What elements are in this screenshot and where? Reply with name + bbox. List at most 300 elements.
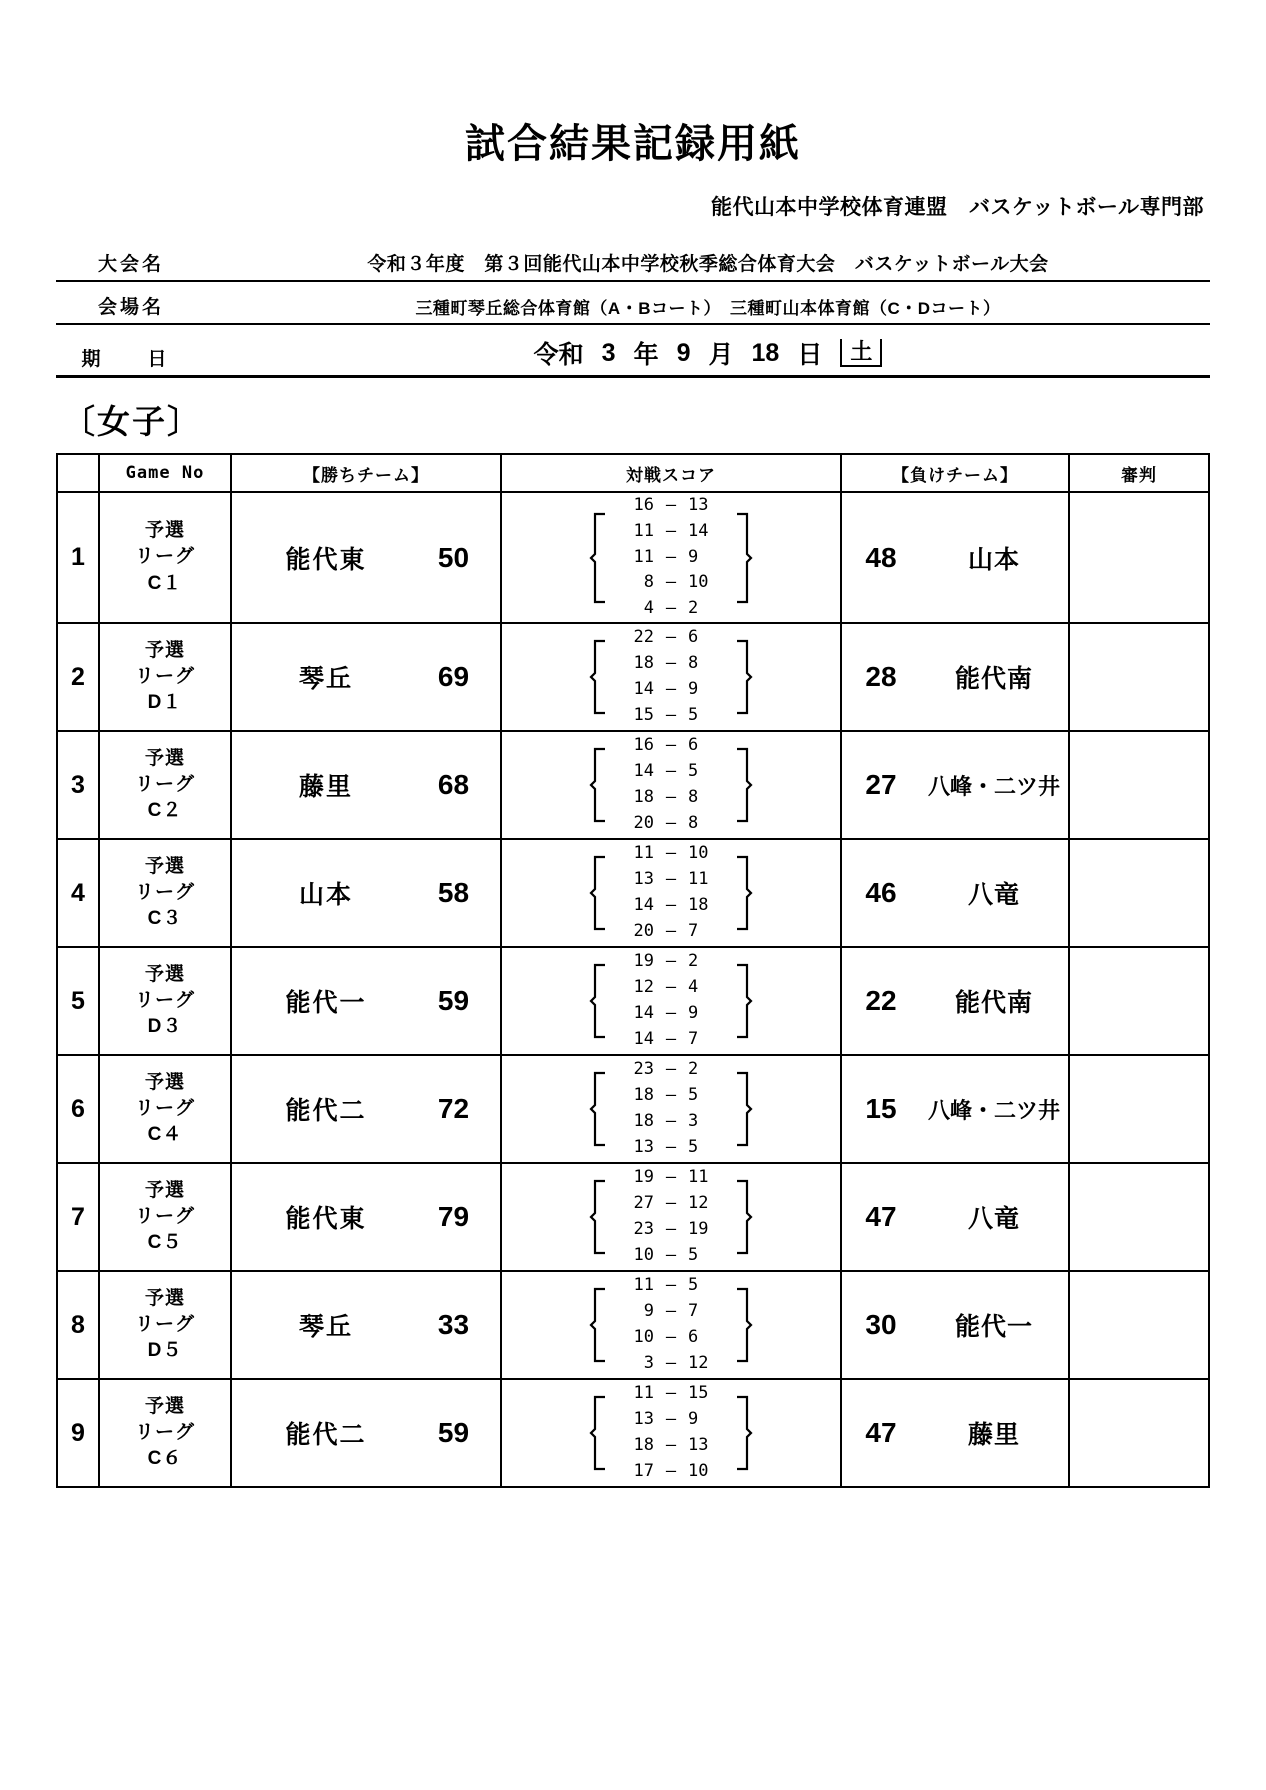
period-score-loser: 15 — [688, 1383, 709, 1404]
meta-value-date — [206, 335, 1210, 371]
period-score-loser: 7 — [688, 1028, 699, 1049]
meta-value-venue: 三種町琴丘総合体育館（A・Bコート） 三種町山本体育館（C・Dコート） — [415, 299, 1001, 318]
loser-total-score: 47 — [865, 1417, 897, 1449]
cell-game-no — [99, 623, 231, 731]
period-score-dash: — — [665, 520, 677, 541]
cell-period-scores — [501, 623, 841, 731]
period-score-row — [614, 677, 728, 703]
cell-period-scores — [501, 1055, 841, 1163]
brace-left-icon — [588, 639, 610, 715]
cell-period-scores — [501, 1379, 841, 1487]
brace-left-icon — [588, 1179, 610, 1255]
game-no-line: C３ — [147, 908, 183, 930]
cell-match-number: 4 — [57, 839, 99, 947]
period-score-winner: 12 — [633, 977, 654, 998]
table-row — [57, 947, 1209, 1055]
period-score-dash: — — [665, 653, 677, 674]
game-no-line: 予選 — [144, 747, 185, 769]
period-score-row — [614, 1243, 728, 1269]
loser-team-name: 山本 — [967, 545, 1020, 574]
date-day-of-week: 土 — [840, 339, 882, 367]
period-score-winner: 11 — [633, 546, 654, 567]
period-score-winner: 13 — [633, 1409, 654, 1430]
cell-winner — [231, 947, 501, 1055]
period-score-winner: 19 — [633, 1167, 654, 1188]
period-score-row — [614, 1217, 728, 1243]
period-score-winner: 27 — [633, 1193, 654, 1214]
period-score-row — [614, 1027, 728, 1053]
period-score-loser: 12 — [688, 1352, 709, 1373]
period-score-row — [614, 1273, 728, 1299]
game-no-line: C２ — [147, 800, 183, 822]
game-no-line: 予選 — [144, 1287, 185, 1309]
period-score-loser: 5 — [688, 1085, 699, 1106]
period-score-row — [614, 1325, 728, 1351]
period-score-loser: 13 — [688, 1435, 709, 1456]
cell-winner — [231, 731, 501, 839]
cell-winner — [231, 1379, 501, 1487]
winner-total-score: 58 — [437, 877, 470, 909]
loser-total-score: 30 — [865, 1309, 897, 1341]
period-score-loser: 19 — [688, 1219, 709, 1240]
winner-total-score: 68 — [437, 769, 470, 801]
meta-row-venue — [56, 292, 1210, 325]
period-score-winner: 18 — [633, 787, 654, 808]
period-score-winner: 11 — [633, 520, 654, 541]
period-score-row — [614, 596, 728, 622]
table-row — [57, 1379, 1209, 1487]
game-no-line: 予選 — [144, 639, 185, 661]
period-score-loser: 9 — [688, 1003, 699, 1024]
period-score-loser: 18 — [688, 895, 709, 916]
brace-left-icon — [588, 1287, 610, 1363]
results-table — [56, 453, 1210, 1488]
meta-label-venue: 会場名 — [97, 297, 164, 318]
period-score-dash: — — [665, 627, 677, 648]
cell-game-no — [99, 1055, 231, 1163]
table-row — [57, 1055, 1209, 1163]
brace-right-icon — [732, 855, 754, 931]
period-score-row — [614, 1057, 728, 1083]
period-score-winner: 9 — [643, 1301, 654, 1322]
period-score-row — [614, 975, 728, 1001]
period-score-winner: 14 — [633, 895, 654, 916]
date-month-unit: 月 — [708, 341, 734, 369]
table-row — [57, 1271, 1209, 1379]
brace-right-icon — [732, 1395, 754, 1471]
cell-game-no — [99, 839, 231, 947]
cell-match-number: 1 — [57, 492, 99, 623]
period-score-dash: — — [665, 812, 677, 833]
cell-match-number: 7 — [57, 1163, 99, 1271]
period-score-row — [614, 1433, 728, 1459]
winner-total-score: 33 — [437, 1309, 470, 1341]
period-score-dash: — — [665, 1193, 677, 1214]
cell-game-no — [99, 492, 231, 623]
period-score-dash: — — [665, 1327, 677, 1348]
period-score-dash: — — [665, 1136, 677, 1157]
period-score-dash: — — [665, 572, 677, 593]
cell-referee[interactable] — [1069, 1163, 1209, 1271]
period-score-dash: — — [665, 1409, 677, 1430]
period-score-winner: 20 — [633, 812, 654, 833]
period-score-dash: — — [665, 920, 677, 941]
period-score-loser: 9 — [688, 679, 699, 700]
brace-right-icon — [732, 1071, 754, 1147]
period-score-row — [614, 703, 728, 729]
period-score-winner: 13 — [633, 1136, 654, 1157]
game-no-line: 予選 — [144, 1071, 185, 1093]
period-score-row — [614, 919, 728, 945]
cell-loser — [841, 1379, 1069, 1487]
period-score-row — [614, 759, 728, 785]
period-score-row — [614, 867, 728, 893]
cell-loser — [841, 947, 1069, 1055]
game-no-line: リーグ — [134, 990, 195, 1012]
period-score-winner: 13 — [633, 869, 654, 890]
cell-game-no — [99, 1271, 231, 1379]
period-score-winner: 23 — [633, 1059, 654, 1080]
cell-winner — [231, 1163, 501, 1271]
period-score-row — [614, 841, 728, 867]
winner-total-score: 79 — [437, 1201, 470, 1233]
period-score-row — [614, 493, 728, 519]
period-score-loser: 3 — [688, 1111, 699, 1132]
game-no-line: リーグ — [134, 546, 195, 568]
period-score-row — [614, 893, 728, 919]
period-score-loser: 8 — [688, 653, 699, 674]
period-score-row — [614, 785, 728, 811]
game-no-line: C６ — [147, 1448, 183, 1470]
cell-loser — [841, 839, 1069, 947]
brace-right-icon — [732, 1179, 754, 1255]
loser-total-score: 48 — [865, 541, 897, 573]
cell-match-number: 2 — [57, 623, 99, 731]
cell-winner — [231, 1055, 501, 1163]
period-score-loser: 10 — [688, 572, 709, 593]
period-score-winner: 14 — [633, 1028, 654, 1049]
cell-loser — [841, 1271, 1069, 1379]
period-score-winner: 10 — [633, 1327, 654, 1348]
winner-team-name: 能代二 — [285, 1097, 367, 1126]
period-score-dash: — — [665, 1460, 677, 1481]
game-no-line: D１ — [147, 692, 183, 714]
period-score-loser: 13 — [688, 495, 709, 515]
page-title: 試合結果記録用紙 — [465, 122, 801, 166]
period-score-row — [614, 625, 728, 651]
period-score-row — [614, 1381, 728, 1407]
date-era: 令和 — [533, 341, 584, 369]
loser-team-name: 八峰・二ツ井 — [927, 1097, 1060, 1123]
period-score-dash: — — [665, 895, 677, 916]
header-referee: 審判 — [1069, 454, 1209, 492]
period-score-dash: — — [665, 1003, 677, 1024]
period-score-winner: 10 — [633, 1244, 654, 1265]
winner-total-score: 50 — [437, 541, 470, 573]
loser-team-name: 八竜 — [967, 881, 1020, 910]
period-score-winner: 18 — [633, 1085, 654, 1106]
date-year: 3 — [601, 338, 616, 367]
period-score-loser: 2 — [688, 1059, 699, 1080]
period-score-winner: 15 — [633, 704, 654, 725]
game-no-line: リーグ — [134, 1314, 195, 1336]
winner-team-name: 能代東 — [285, 1205, 367, 1234]
period-score-winner: 11 — [633, 1383, 654, 1404]
period-score-winner: 8 — [643, 572, 654, 593]
period-score-winner: 16 — [633, 495, 654, 515]
period-score-loser: 5 — [688, 761, 699, 782]
period-score-dash: — — [665, 1275, 677, 1296]
period-score-dash: — — [665, 1219, 677, 1240]
cell-referee[interactable] — [1069, 1055, 1209, 1163]
brace-left-icon — [588, 512, 610, 604]
winner-team-name: 琴丘 — [298, 665, 353, 694]
cell-game-no — [99, 731, 231, 839]
period-score-dash: — — [665, 1301, 677, 1322]
period-score-loser: 5 — [688, 1275, 699, 1296]
game-no-line: 予選 — [144, 1179, 185, 1201]
period-score-loser: 12 — [688, 1193, 709, 1214]
winner-team-name: 能代一 — [285, 989, 367, 1018]
loser-team-name: 能代南 — [954, 989, 1033, 1018]
organization-line: 能代山本中学校体育連盟 バスケットボール専門部 — [710, 196, 1204, 219]
cell-period-scores — [501, 1271, 841, 1379]
cell-referee[interactable] — [1069, 492, 1209, 623]
period-score-row — [614, 1351, 728, 1377]
header-winner: 【勝ちチーム】 — [231, 454, 501, 492]
period-score-dash: — — [665, 1352, 677, 1373]
cell-loser — [841, 492, 1069, 623]
period-score-row — [614, 1165, 728, 1191]
period-score-dash: — — [665, 546, 677, 567]
loser-total-score: 15 — [865, 1093, 897, 1125]
period-score-winner: 20 — [633, 920, 654, 941]
game-no-line: 予選 — [144, 963, 185, 985]
cell-referee[interactable] — [1069, 731, 1209, 839]
period-score-dash: — — [665, 679, 677, 700]
meta-row-tournament — [56, 249, 1210, 282]
game-no-line: C１ — [147, 572, 183, 594]
table-header-row — [57, 454, 1209, 492]
cell-referee[interactable] — [1069, 947, 1209, 1055]
period-score-loser: 7 — [688, 1301, 699, 1322]
period-score-loser: 10 — [688, 843, 709, 864]
period-score-winner: 11 — [633, 1275, 654, 1296]
cell-game-no — [99, 1163, 231, 1271]
meta-row-date — [56, 335, 1210, 378]
game-no-line: リーグ — [134, 774, 195, 796]
period-score-winner: 17 — [633, 1460, 654, 1481]
period-score-loser: 6 — [688, 735, 699, 756]
brace-right-icon — [732, 747, 754, 823]
game-no-line: リーグ — [134, 1206, 195, 1228]
table-body — [57, 492, 1209, 1487]
period-score-row — [614, 1191, 728, 1217]
cell-referee[interactable] — [1069, 839, 1209, 947]
cell-period-scores — [501, 731, 841, 839]
winner-team-name: 山本 — [298, 881, 353, 910]
loser-team-name: 八峰・二ツ井 — [927, 773, 1060, 799]
game-no-line: 予選 — [144, 1395, 185, 1417]
period-score-row — [614, 519, 728, 545]
table-row — [57, 1163, 1209, 1271]
date-year-unit: 年 — [633, 341, 659, 369]
loser-total-score: 47 — [865, 1201, 897, 1233]
table-row — [57, 492, 1209, 623]
period-score-winner: 14 — [633, 679, 654, 700]
cell-loser — [841, 1055, 1069, 1163]
game-no-line: D５ — [147, 1340, 183, 1362]
period-score-loser: 10 — [688, 1460, 709, 1481]
game-no-line: リーグ — [134, 1422, 195, 1444]
period-score-winner: 18 — [633, 653, 654, 674]
period-score-row — [614, 651, 728, 677]
period-score-winner: 18 — [633, 1111, 654, 1132]
period-score-row — [614, 1135, 728, 1161]
period-score-winner: 16 — [633, 735, 654, 756]
cell-winner — [231, 1271, 501, 1379]
section-heading-gender: 〔女子〕 — [62, 403, 202, 440]
brace-left-icon — [588, 963, 610, 1039]
cell-period-scores — [501, 1163, 841, 1271]
period-score-dash: — — [665, 1244, 677, 1265]
winner-team-name: 琴丘 — [298, 1313, 353, 1342]
game-no-line: リーグ — [134, 882, 195, 904]
period-score-row — [614, 1459, 728, 1485]
period-score-dash: — — [665, 1111, 677, 1132]
meta-label-date: 期 日 — [81, 349, 181, 370]
period-score-dash: — — [665, 1383, 677, 1404]
cell-period-scores — [501, 947, 841, 1055]
winner-total-score: 59 — [437, 1417, 470, 1449]
meta-label-tournament: 大会名 — [97, 254, 164, 275]
winner-total-score: 59 — [437, 985, 470, 1017]
cell-match-number: 9 — [57, 1379, 99, 1487]
period-score-loser: 11 — [688, 1167, 709, 1188]
header-no — [57, 454, 99, 492]
period-score-loser: 4 — [688, 977, 699, 998]
period-score-loser: 8 — [688, 787, 699, 808]
period-score-row — [614, 733, 728, 759]
header-score: 対戦スコア — [501, 454, 841, 492]
game-no-line: C５ — [147, 1232, 183, 1254]
period-score-loser: 14 — [688, 520, 709, 541]
period-score-row — [614, 1299, 728, 1325]
period-score-loser: 5 — [688, 704, 699, 725]
period-score-winner: 4 — [643, 598, 654, 619]
game-no-line: リーグ — [134, 1098, 195, 1120]
cell-game-no — [99, 1379, 231, 1487]
period-score-winner: 14 — [633, 1003, 654, 1024]
cell-referee[interactable] — [1069, 1271, 1209, 1379]
loser-team-name: 能代一 — [954, 1313, 1033, 1342]
period-score-loser: 2 — [688, 951, 699, 972]
date-day: 18 — [751, 338, 780, 367]
period-score-loser: 8 — [688, 812, 699, 833]
cell-winner — [231, 492, 501, 623]
header-game-no: Game No — [99, 454, 231, 492]
period-score-dash: — — [665, 1059, 677, 1080]
period-score-dash: — — [665, 735, 677, 756]
period-score-loser: 7 — [688, 920, 699, 941]
cell-winner — [231, 839, 501, 947]
period-score-dash: — — [665, 951, 677, 972]
brace-left-icon — [588, 1071, 610, 1147]
winner-total-score: 69 — [437, 661, 470, 693]
period-score-winner: 18 — [633, 1435, 654, 1456]
period-score-winner: 19 — [633, 951, 654, 972]
period-score-winner: 14 — [633, 761, 654, 782]
cell-period-scores — [501, 492, 841, 623]
period-score-dash: — — [665, 1028, 677, 1049]
period-score-dash: — — [665, 495, 677, 515]
table-row — [57, 731, 1209, 839]
loser-team-name: 八竜 — [967, 1205, 1020, 1234]
period-score-row — [614, 570, 728, 596]
loser-total-score: 22 — [865, 985, 897, 1017]
loser-team-name: 能代南 — [954, 665, 1033, 694]
header-loser: 【負けチーム】 — [841, 454, 1069, 492]
period-score-dash: — — [665, 843, 677, 864]
brace-right-icon — [732, 1287, 754, 1363]
brace-right-icon — [732, 639, 754, 715]
loser-total-score: 27 — [865, 769, 897, 801]
cell-game-no — [99, 947, 231, 1055]
cell-match-number: 3 — [57, 731, 99, 839]
game-no-line: リーグ — [134, 666, 195, 688]
period-score-winner: 22 — [633, 627, 654, 648]
period-score-winner: 3 — [643, 1352, 654, 1373]
cell-referee[interactable] — [1069, 1379, 1209, 1487]
cell-loser — [841, 1163, 1069, 1271]
loser-total-score: 28 — [865, 661, 897, 693]
period-score-row — [614, 1407, 728, 1433]
period-score-dash: — — [665, 704, 677, 725]
cell-winner — [231, 623, 501, 731]
brace-right-icon — [732, 512, 754, 604]
brace-left-icon — [588, 747, 610, 823]
period-score-loser: 5 — [688, 1136, 699, 1157]
period-score-winner: 23 — [633, 1219, 654, 1240]
date-month: 9 — [676, 338, 691, 367]
cell-period-scores — [501, 839, 841, 947]
period-score-dash: — — [665, 1085, 677, 1106]
brace-right-icon — [732, 963, 754, 1039]
cell-loser — [841, 731, 1069, 839]
cell-referee[interactable] — [1069, 623, 1209, 731]
period-score-row — [614, 1083, 728, 1109]
period-score-loser: 11 — [688, 869, 709, 890]
period-score-dash: — — [665, 598, 677, 619]
period-score-loser: 9 — [688, 546, 699, 567]
table-row — [57, 623, 1209, 731]
date-day-unit: 日 — [797, 341, 823, 369]
period-score-dash: — — [665, 1435, 677, 1456]
winner-team-name: 藤里 — [298, 773, 353, 802]
period-score-dash: — — [665, 869, 677, 890]
game-no-line: 予選 — [144, 520, 185, 542]
cell-match-number: 8 — [57, 1271, 99, 1379]
period-score-row — [614, 949, 728, 975]
period-score-loser: 6 — [688, 627, 699, 648]
brace-left-icon — [588, 1395, 610, 1471]
period-score-winner: 11 — [633, 843, 654, 864]
game-no-line: 予選 — [144, 855, 185, 877]
meta-value-tournament: 令和３年度 第３回能代山本中学校秋季総合体育大会 バスケットボール大会 — [367, 254, 1049, 275]
period-score-dash: — — [665, 1167, 677, 1188]
winner-total-score: 72 — [437, 1093, 470, 1125]
game-no-line: C４ — [147, 1124, 183, 1146]
